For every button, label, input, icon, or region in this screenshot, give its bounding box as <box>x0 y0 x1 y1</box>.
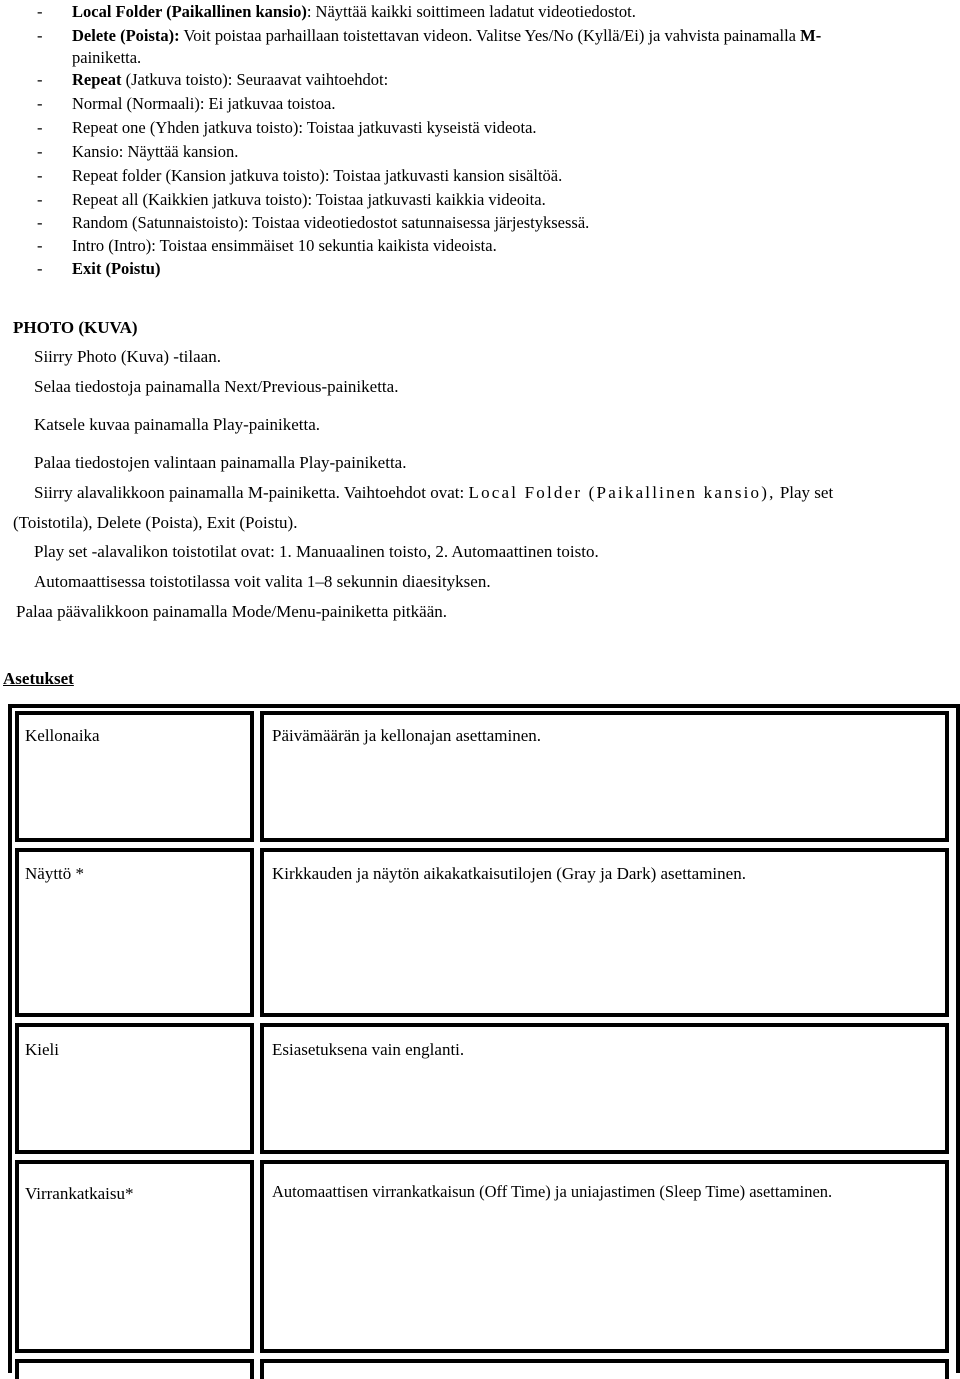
dash: - <box>37 236 43 255</box>
dash: - <box>37 213 43 232</box>
settings-label: Näyttö * <box>25 864 85 883</box>
dash: - <box>37 94 43 113</box>
submenu-pre: Siirry alavalikkoon painamalla M-painiketta. Vaihtoehdot ovat: <box>34 483 469 502</box>
dash: - <box>37 190 43 209</box>
list-item-text <box>72 2 636 22</box>
dash: - <box>37 70 43 89</box>
list-item-text <box>72 26 821 46</box>
list-item-text <box>72 70 388 90</box>
dash: - <box>37 259 43 278</box>
photo-line: Katsele kuvaa painamalla Play-painiketta. <box>34 415 321 434</box>
photo-heading: PHOTO (KUVA) <box>13 318 138 337</box>
settings-empty-cell <box>260 1359 949 1379</box>
item-bold: Repeat <box>72 70 122 89</box>
submenu-post: Play set <box>775 483 834 502</box>
settings-label-cell <box>15 1160 254 1353</box>
dash: - <box>37 26 43 45</box>
list-item-text: Repeat all (Kaikkien jatkuva toisto): Toistaa jatkuvasti kaikkia videoita. <box>72 190 546 209</box>
settings-desc-cell <box>260 711 949 842</box>
list-item-text <box>72 259 160 279</box>
item-rest: : Näyttää kaikki soittimeen ladatut videotiedostot. <box>306 2 636 21</box>
photo-line: Siirry Photo (Kuva) -tilaan. <box>34 347 221 366</box>
item-bold: Local Folder (Paikallinen kansio) <box>72 2 307 21</box>
photo-line: Palaa tiedostojen valintaan painamalla Play-painiketta. <box>34 453 407 472</box>
item-bold: Delete (Poista): <box>72 26 180 45</box>
list-item-text: Intro (Intro): Toistaa ensimmäiset 10 sekuntia kaikista videoista. <box>72 236 497 255</box>
settings-desc-cell <box>260 1023 949 1154</box>
list-item-text: Random (Satunnaistoisto): Toistaa videotiedostot satunnaisessa järjestyksessä. <box>72 213 590 232</box>
photo-submenu-line <box>34 483 833 503</box>
photo-playset: Play set -alavalikon toistotilat ovat: 1. Manuaalinen toisto, 2. Automaattinen toisto. <box>34 542 599 561</box>
settings-desc-cell <box>260 1160 949 1353</box>
settings-heading: Asetukset <box>3 669 74 688</box>
submenu-spaced: Local Folder (Paikallinen kansio), <box>468 483 776 502</box>
photo-line: Selaa tiedostoja painamalla Next/Previous-painiketta. <box>34 377 399 396</box>
settings-label-cell <box>15 848 254 1017</box>
list-item-text: Normal (Normaali): Ei jatkuvaa toistoa. <box>72 94 336 113</box>
settings-desc-cell <box>260 848 949 1017</box>
photo-back: Palaa päävalikkoon painamalla Mode/Menu-painiketta pitkään. <box>16 602 447 621</box>
list-item-text: Repeat one (Yhden jatkuva toisto): Toistaa jatkuvasti kyseistä videota. <box>72 118 537 137</box>
settings-label-cell <box>15 711 254 842</box>
photo-auto: Automaattisessa toistotilassa voit valita 1–8 sekunnin diaesityksen. <box>34 572 491 591</box>
list-item-text: painiketta. <box>72 48 142 67</box>
dash: - <box>37 166 43 185</box>
settings-label: Virrankatkaisu* <box>25 1184 134 1203</box>
settings-empty-cell <box>15 1359 254 1379</box>
list-item-text: Kansio: Näyttää kansion. <box>72 142 239 161</box>
settings-desc: Päivämäärän ja kellonajan asettaminen. <box>272 726 542 745</box>
item-rest: Voit poistaa parhaillaan toistettavan videon. Valitse Yes/No (Kyllä/Ei) ja vahvista painamalla <box>179 26 801 45</box>
settings-desc: Automaattisen virrankatkaisun (Off Time) ja uniajastimen (Sleep Time) asettaminen. <box>272 1182 833 1201</box>
list-item-text: Repeat folder (Kansion jatkuva toisto): Toistaa jatkuvasti kansion sisältöä. <box>72 166 563 185</box>
settings-label: Kieli <box>25 1040 59 1059</box>
settings-desc: Kirkkauden ja näytön aikakatkaisutilojen (Gray ja Dark) asettaminen. <box>272 864 746 883</box>
settings-label: Kellonaika <box>25 726 100 745</box>
dash: - <box>37 2 43 21</box>
item-rest: (Jatkuva toisto): Seuraavat vaihtoehdot: <box>121 70 389 89</box>
item-bold: Exit (Poistu) <box>72 259 161 278</box>
dash: - <box>37 142 43 161</box>
settings-desc: Esiasetuksena vain englanti. <box>272 1040 465 1059</box>
photo-submenu-cont: (Toistotila), Delete (Poista), Exit (Poistu). <box>13 513 298 532</box>
settings-label-cell <box>15 1023 254 1154</box>
dash: - <box>37 118 43 137</box>
item-bold-end: M- <box>800 26 822 45</box>
